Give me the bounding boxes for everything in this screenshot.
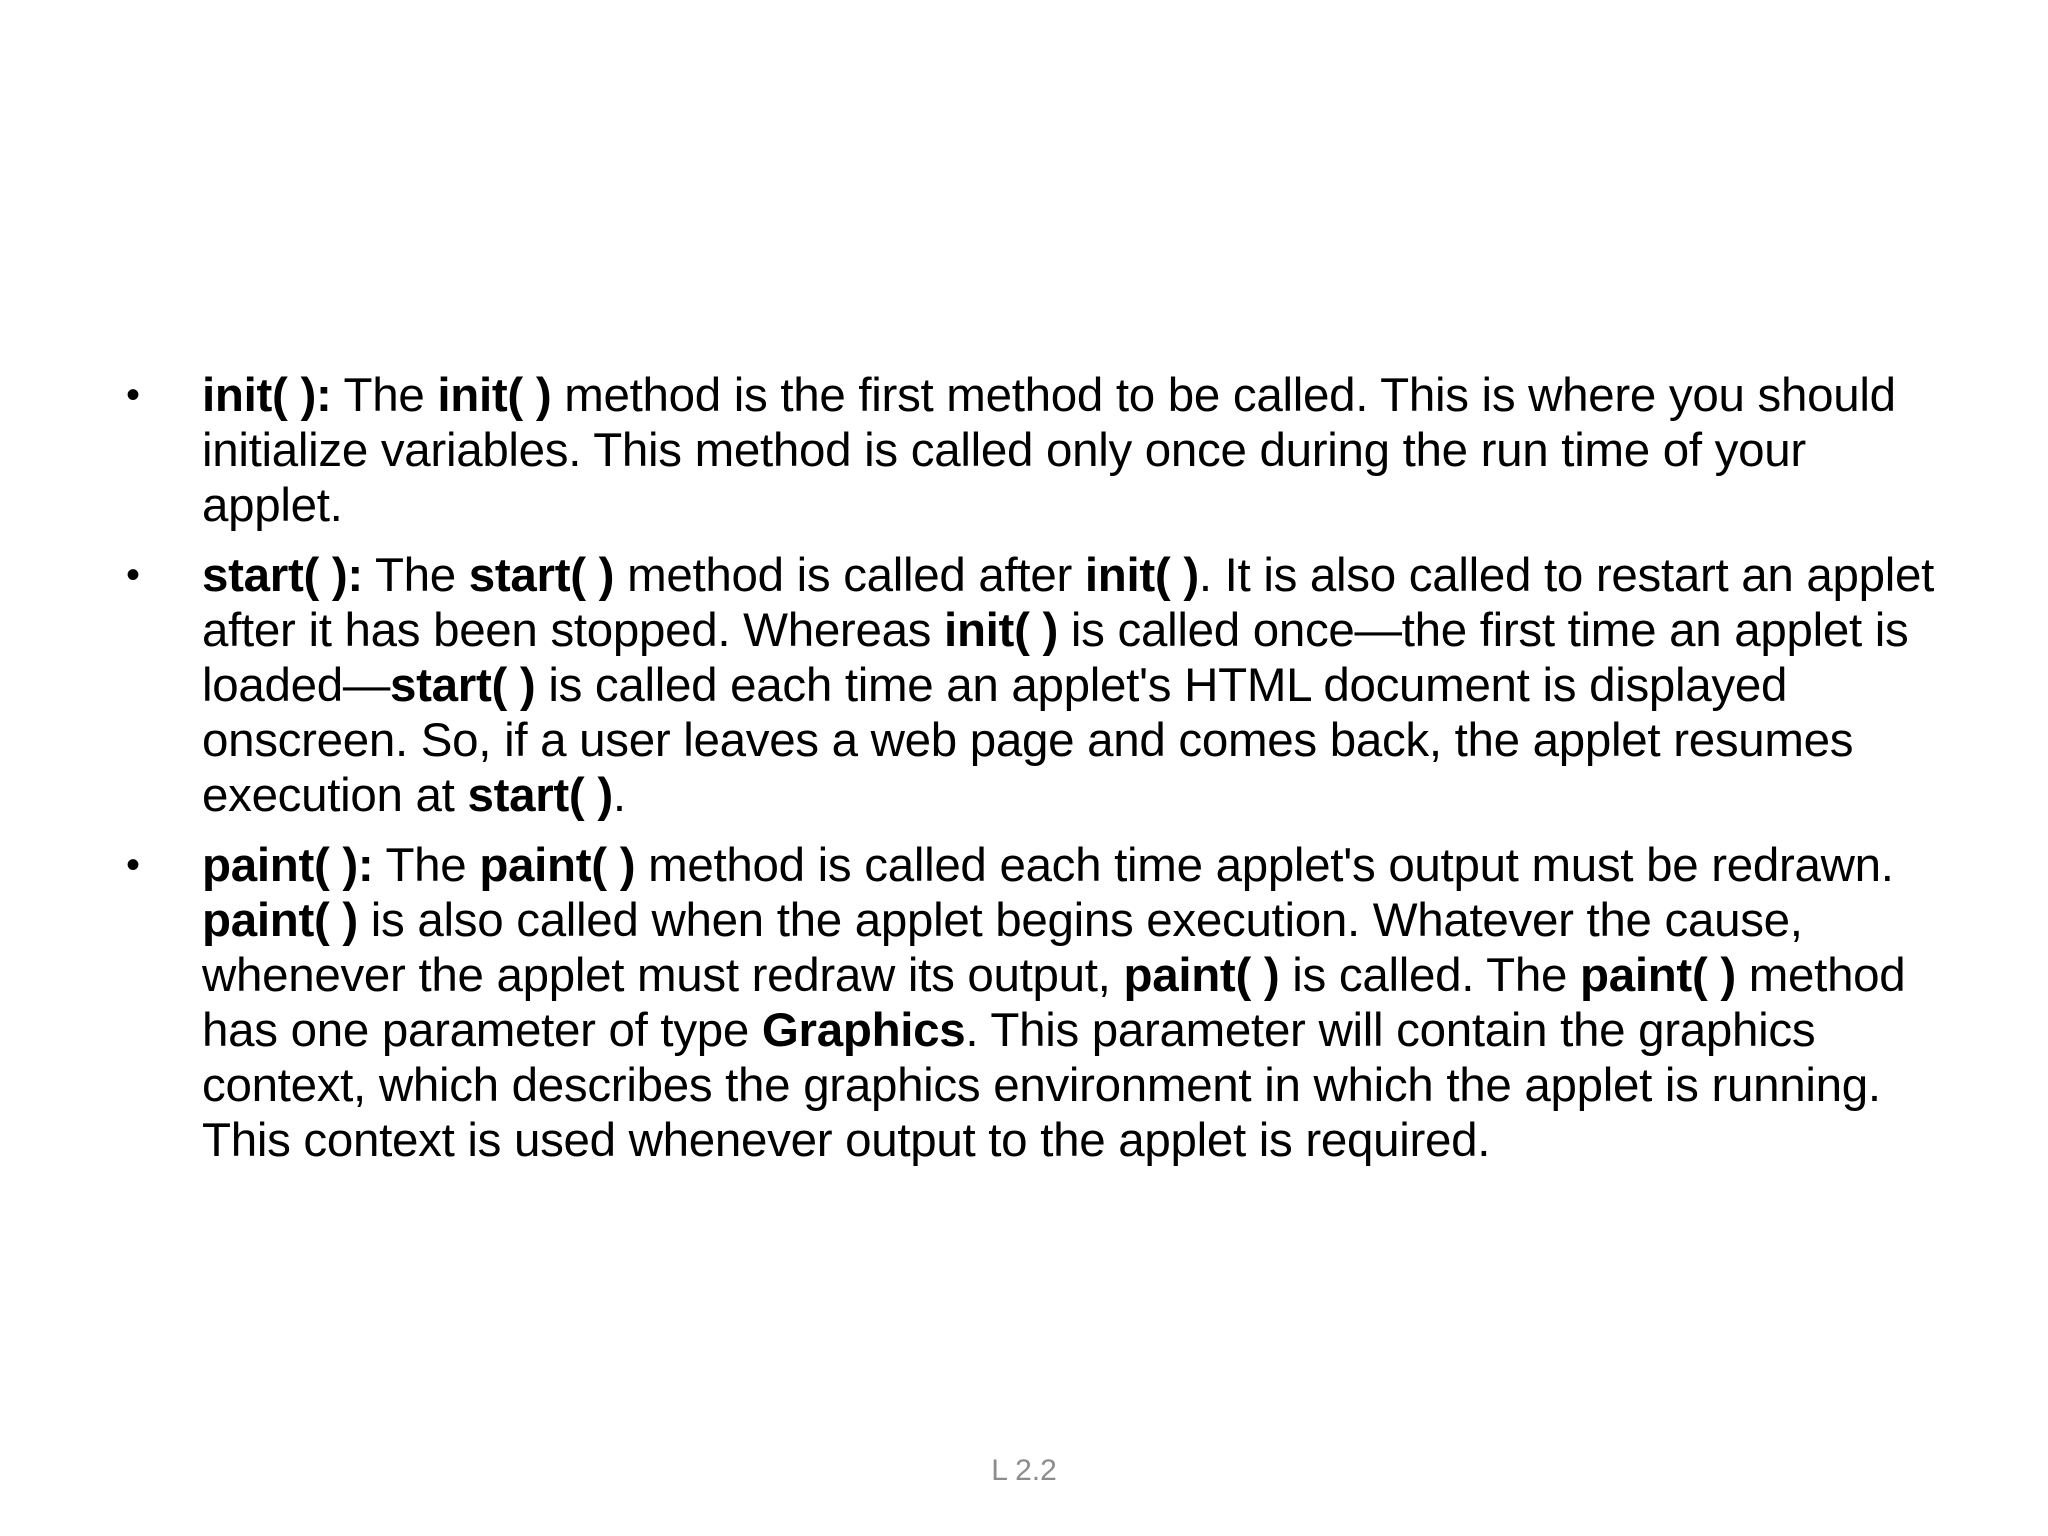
- text-run: The: [331, 369, 438, 422]
- method-name: init( ): [944, 604, 1059, 657]
- bullet-dot-icon: •: [126, 843, 140, 887]
- text-run: method is called each time applet's output must be redrawn.: [635, 839, 1894, 892]
- text-run: is called. The: [1279, 949, 1580, 1002]
- type-name: Graphics: [761, 1004, 966, 1057]
- term-label: init( ):: [202, 369, 332, 422]
- method-name: paint( ): [1123, 949, 1280, 1002]
- text-run: is called once—the first time an applet is loaded—: [202, 604, 1909, 712]
- bullet-item-paint: [122, 838, 1952, 1168]
- text-run: . This parameter will contain the graphics context, which describes the graphics environment in which the applet is running. This context is used whenever output to the applet is required.: [202, 1004, 1881, 1167]
- method-name: start( ): [468, 549, 615, 602]
- method-name: start( ): [467, 769, 613, 822]
- method-name: start( ): [390, 659, 536, 712]
- bullet-item-start: [122, 548, 1952, 823]
- bullet-list: [122, 368, 1952, 1168]
- method-name: paint( ): [479, 839, 636, 892]
- slide-body: [122, 368, 1952, 1183]
- bullet-item-init: [122, 368, 1952, 533]
- method-name: init( ): [437, 369, 552, 422]
- text-run: . It is also called to restart an applet after it has been stopped. Whereas: [202, 549, 1935, 657]
- text-run: is also called when the applet begins execution. Whatever the cause, whenever the applet must redraw its output,: [202, 894, 1803, 1002]
- method-name: paint( ): [202, 894, 358, 947]
- text-run: method is the first method to be called. This is where you should initialize variables. This method is called only once during the run time of your applet.: [202, 369, 1896, 532]
- text-run: The: [362, 549, 469, 602]
- term-label: paint( ):: [202, 839, 374, 892]
- text-run: method has one parameter of type: [202, 949, 1906, 1057]
- slide-number-label: L 2.2: [991, 1454, 1057, 1487]
- text-run: method is called after: [614, 549, 1085, 602]
- text-run: .: [612, 769, 626, 822]
- text-run: is called each time an applet's HTML document is displayed onscreen. So, if a user leaves a web page and comes back, the applet resumes execution at: [202, 659, 1854, 822]
- method-name: paint( ): [1579, 949, 1736, 1002]
- term-label: start( ):: [202, 549, 363, 602]
- text-run: The: [373, 839, 480, 892]
- method-name: init( ): [1084, 549, 1199, 602]
- bullet-dot-icon: •: [126, 373, 140, 417]
- bullet-dot-icon: •: [126, 553, 140, 597]
